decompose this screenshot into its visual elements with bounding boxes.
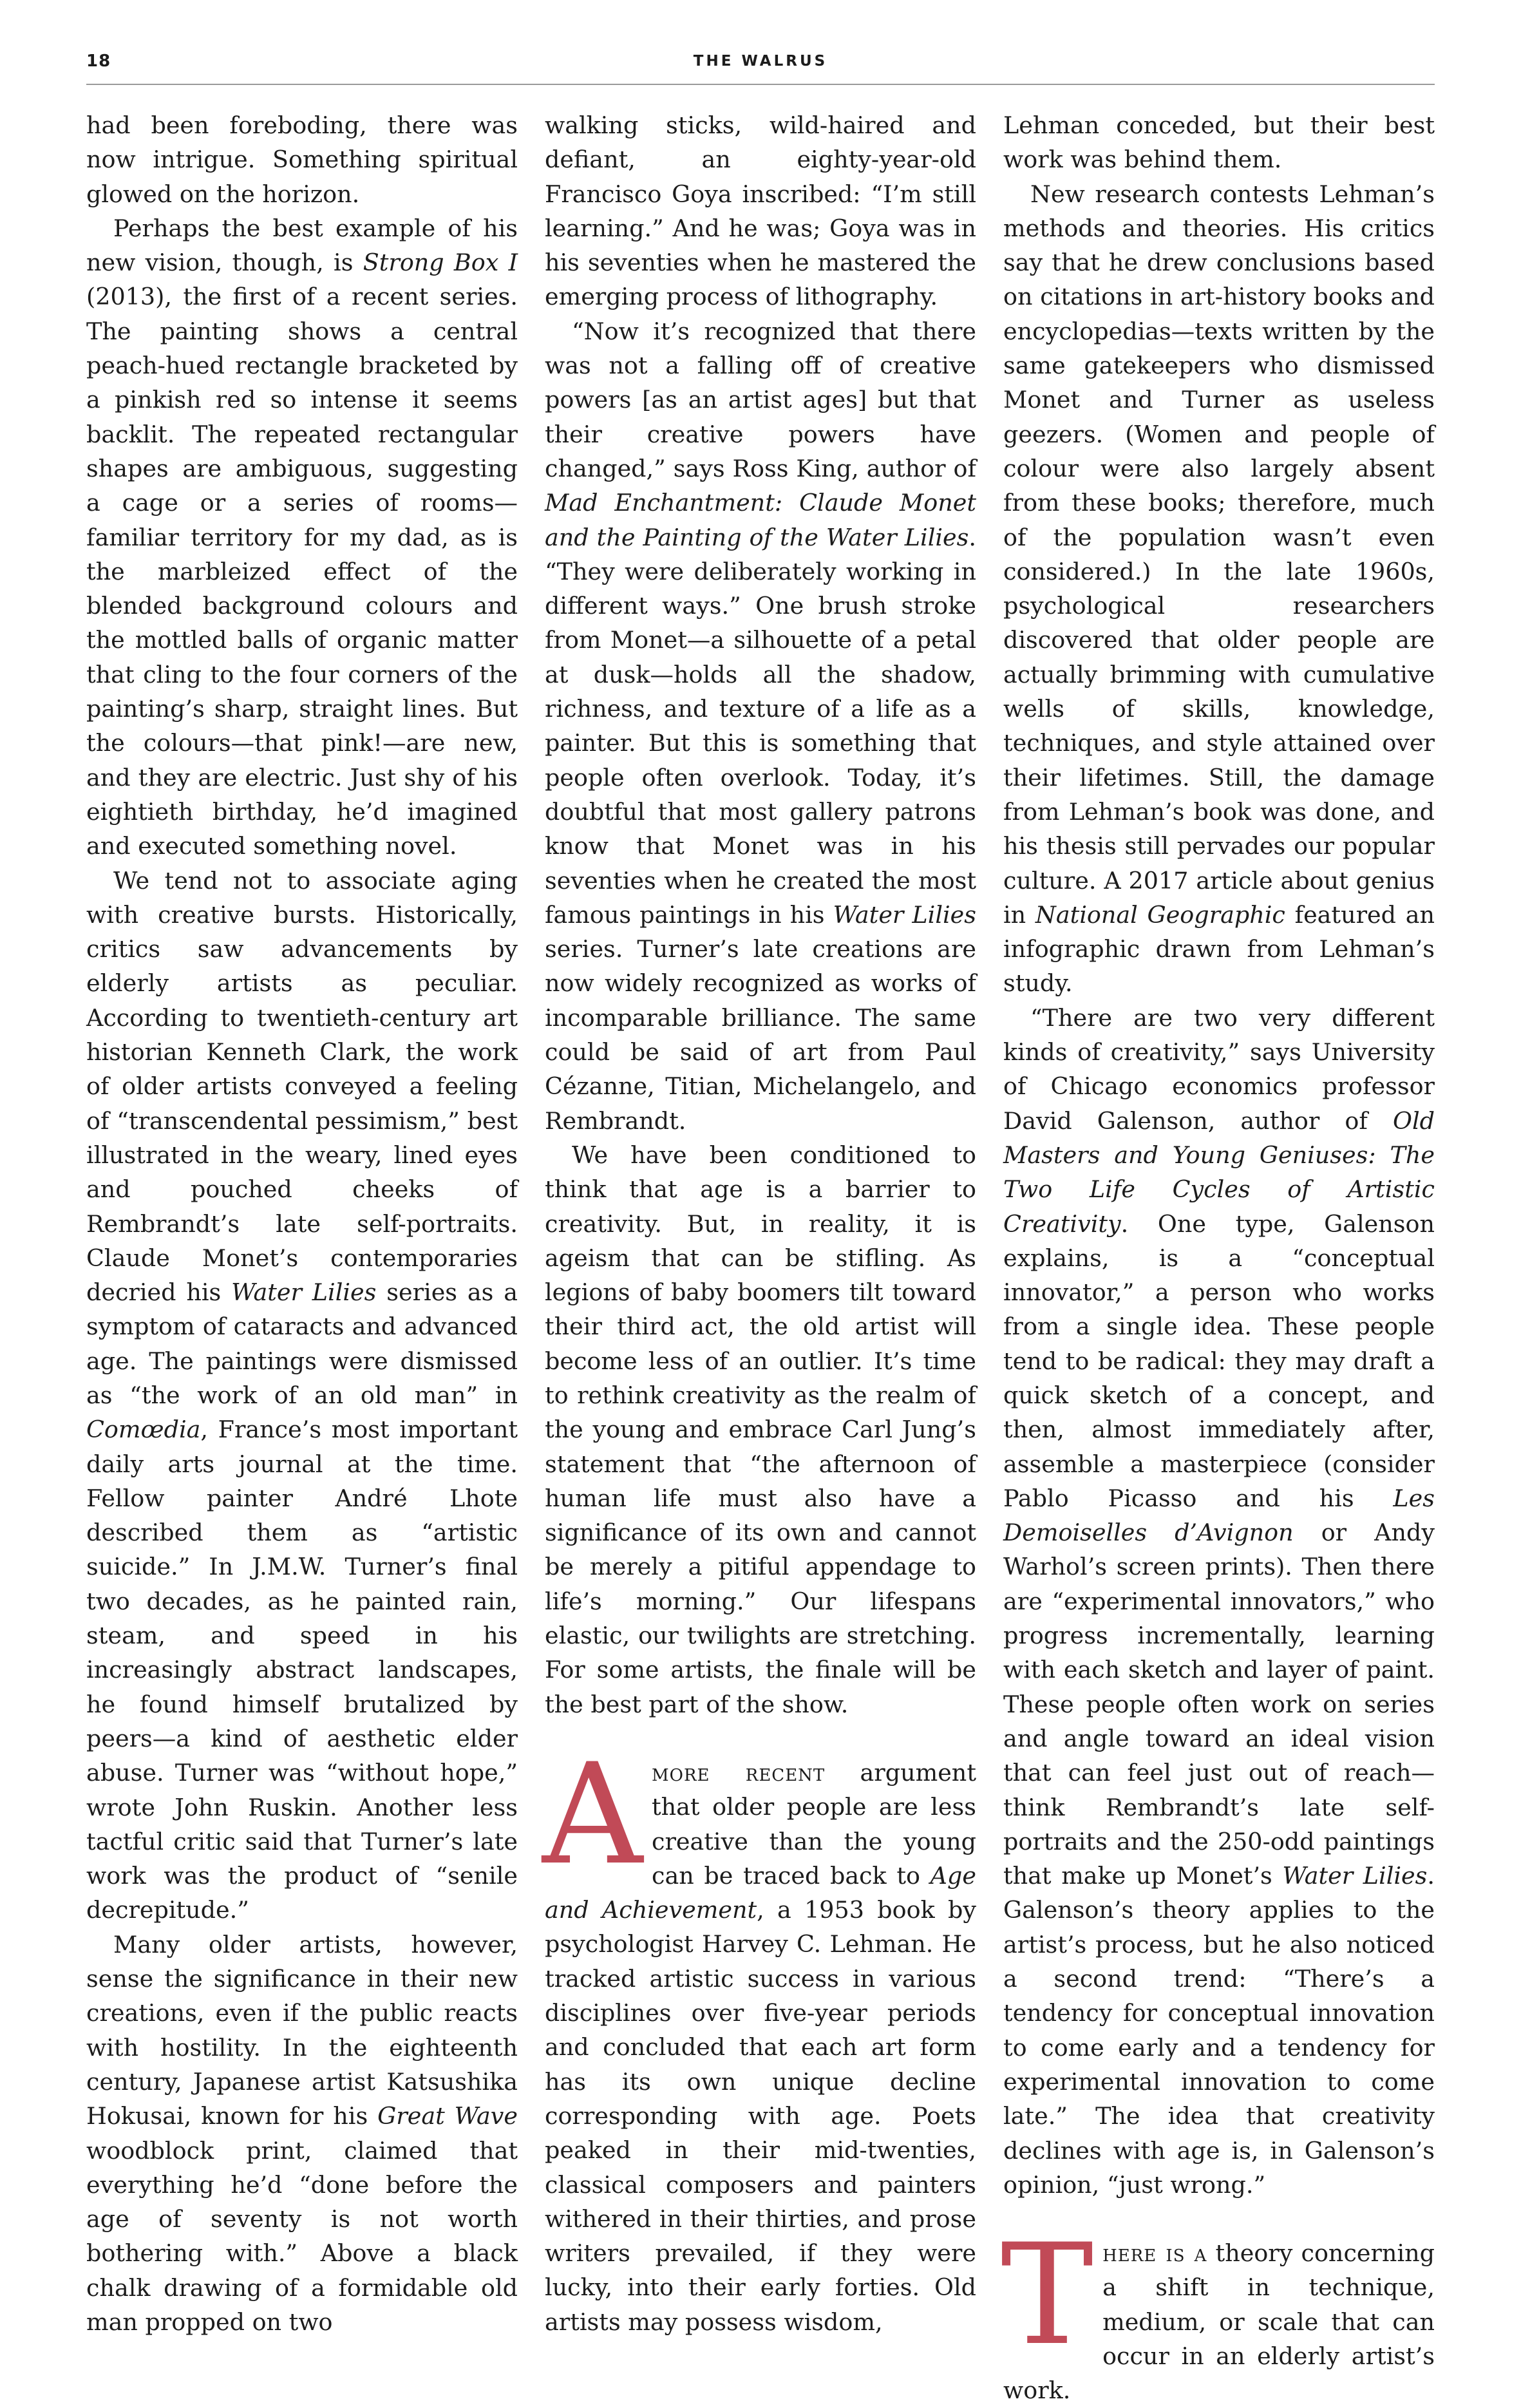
small-caps-lead: here is a <box>1102 2239 1207 2268</box>
paragraph: “Now it’s recognized that there was not a falling off of creative powers [as an artist ages] but that their creative powers have changed,” says Ross King, author of Mad Enchantment: Claude Monet and the Painting of the Water Lilies. “They were deliberately working in different ways.” One brush stroke from Monet—a silhouette of a petal at dusk—holds all the shadow, richness, and texture of a life as a painter. But this is something that people often overlook. Today, it’s doubtful that most gallery patrons know that Monet was in his seventies when he created the most famous paintings in his Water Lilies series. Turner’s late creations are now widely recognized as works of incomparable brilliance. The same could be said of art from Paul Cézanne, Titian, Michelangelo, and Rembrandt. <box>545 317 977 1135</box>
page-number: 18 <box>86 52 111 71</box>
artwork-title: Great Wave <box>377 2102 518 2130</box>
paragraph: “There are two very different kinds of creativity,” says University of Chicago economics professor David Galenson, author of Old Masters and Young Geniuses: The Two Life Cycles of Artistic Creativity. One type, Galenson explains, is a “conceptual innovator,” a person who works from a single idea. These people tend to be radical: they may draft a quick sketch of a concept, and then, almost immediately after, assemble a masterpiece (consider Pablo Picasso and his Les Demoiselles d’Avignon or Andy Warhol’s screen prints). Then there are “experimental innovators,” who progress incrementally, learning with each sketch and layer of paint. These people often work on series and angle toward an ideal vision that can feel just out of reach—think Rembrandt’s late self-portraits and the 250-odd paintings that make up Monet’s Water Lilies. Galenson’s theory applies to the artist’s process, but he also noticed a second trend: “There’s a tendency for conceptual innovation to come early and a tendency for experimental innovation to come late.” The idea that creativity declines with age is, in Galenson’s opinion, “just wrong.” <box>1003 1003 1435 2199</box>
column-1 <box>86 108 518 2408</box>
book-title: Mad Enchantment: Claude Monet and the Painting of the Water Lilies <box>545 489 976 551</box>
drop-cap: T <box>1001 2214 1094 2376</box>
book-title: Old Masters and Young Geniuses: The Two Life Cycles of Artistic Creativity <box>1003 1106 1435 1238</box>
section-start-paragraph: Amore recent argument that older people are less creative than the young can be traced back to Age and Achievement, a 1953 book by psychologist Harvey C. Lehman. He tracked artistic success in various disciplines over five-year periods and concluded that each art form has its own unique decline corresponding with age. Poets peaked in their mid-twenties, classical composers and painters withered in their thirties, and prose writers prevailed, if they were lucky, into their early forties. Old artists may possess wisdom, <box>542 1733 976 2336</box>
publication-name: THE WALRUS <box>693 53 828 70</box>
paragraph: We tend not to associate aging with creative bursts. Historically, critics saw advancements by elderly artists as peculiar. According to twentieth-century art historian Kenneth Clark, the work of older artists conveyed a feeling of “transcendental pessimism,” best illustrated in the weary, lined eyes and pouched cheeks of Rembrandt’s late self-portraits. Claude Monet’s contemporaries decried his Water Lilies series as a symptom of cataracts and advanced age. The paintings were dismissed as “the work of an old man” in Comœdia, France’s most important daily arts journal at the time. Fellow painter André Lhote described them as “artistic suicide.” In J.M.W. Turner’s final two decades, as he painted rain, steam, and speed in his increasingly abstract landscapes, he found himself brutalized by peers—a kind of aesthetic elder abuse. Turner was “without hope,” wrote John Ruskin. Another less tactful critic said that Turner’s late work was the product of “senile decrepitude.” <box>86 866 518 1924</box>
paragraph: Lehman conceded, but their best work was behind them. <box>1003 111 1435 174</box>
artwork-title: Water Lilies <box>833 900 977 929</box>
section-start-paragraph: There is a theory concerning a shift in technique, medium, or scale that can occur in an elderly artist’s work. <box>1001 2214 1435 2405</box>
paragraph: Many older artists, however, sense the significance in their new creations, even if the public reacts with hostility. In the eighteenth century, Japanese artist Katsushika Hokusai, known for his Great Wave woodblock print, claimed that everything he’d “done before the age of seventy is not worth bothering with.” Above a black chalk drawing of a formidable old man propped on two <box>86 1930 518 2336</box>
article-body <box>86 108 1435 2408</box>
artwork-title: Water Lilies <box>1282 1862 1428 1890</box>
paragraph: New research contests Lehman’s methods and theories. His critics say that he drew conclusions based on citations in art-history books and encyclopedias—texts written by the same gatekeepers who dismissed Monet and Turner as useless geezers. (Women and people of colour were also largely absent from these books; therefore, much of the population wasn’t even considered.) In the late 1960s, psychological researchers discovered that older people are actually brimming with cumulative wells of skills, knowledge, techniques, and style attained over their lifetimes. Still, the damage from Lehman’s book was done, and his thesis still pervades our popular culture. A 2017 article about genius in National Geographic featured an infographic drawn from Lehman’s study. <box>1003 180 1435 998</box>
drop-cap: A <box>542 1733 643 1895</box>
paragraph: We have been conditioned to think that age is a barrier to creativity. But, in reality, it is ageism that can be stifling. As legions of baby boomers tilt toward their third act, the old artist will become less of an outlier. It’s time to rethink creativity as the realm of the young and embrace Carl Jung’s statement that “the afternoon of human life must also have a significance of its own and cannot be merely a pitiful appendage to life’s morning.” Our lifespans elastic, our twilights are stretching. For some artists, the finale will be the best part of the show. <box>545 1141 976 1718</box>
running-head <box>86 45 1435 85</box>
column-3 <box>1003 108 1435 2408</box>
paragraph: Perhaps the best example of his new vision, though, is Strong Box I (2013), the first of a recent series. The painting shows a central peach-hued rectangle bracketed by a pinkish red so intense it seems backlit. The repeated rectangular shapes are ambiguous, suggesting a cage or a series of rooms—familiar territory for my dad, as is the marbleized effect of the blended background colours and the mottled balls of organic matter that cling to the four corners of the painting’s sharp, straight lines. But the colours—that pink!—are new, and they are electric. Just shy of his eightieth birthday, he’d imagined and executed something novel. <box>86 214 518 860</box>
paragraph: walking sticks, wild-haired and defiant, an eighty-year-old Francisco Goya inscribed: “I’m still learning.” And he was; Goya was in his seventies when he mastered the emerging process of lithography. <box>545 111 976 311</box>
artwork-title: Strong Box I <box>363 249 518 277</box>
artwork-title: Les Demoiselles d’Avignon <box>1003 1484 1435 1547</box>
journal-title: Comœdia <box>86 1416 201 1444</box>
small-caps-lead: more recent <box>652 1758 826 1787</box>
artwork-title: Water Lilies <box>231 1278 377 1307</box>
paragraph: had been foreboding, there was now intrigue. Something spiritual glowed on the horizon. <box>86 111 518 208</box>
column-2 <box>542 108 977 2408</box>
book-title: Age and Achievement <box>545 1861 976 1924</box>
magazine-title: National Geographic <box>1035 900 1285 929</box>
